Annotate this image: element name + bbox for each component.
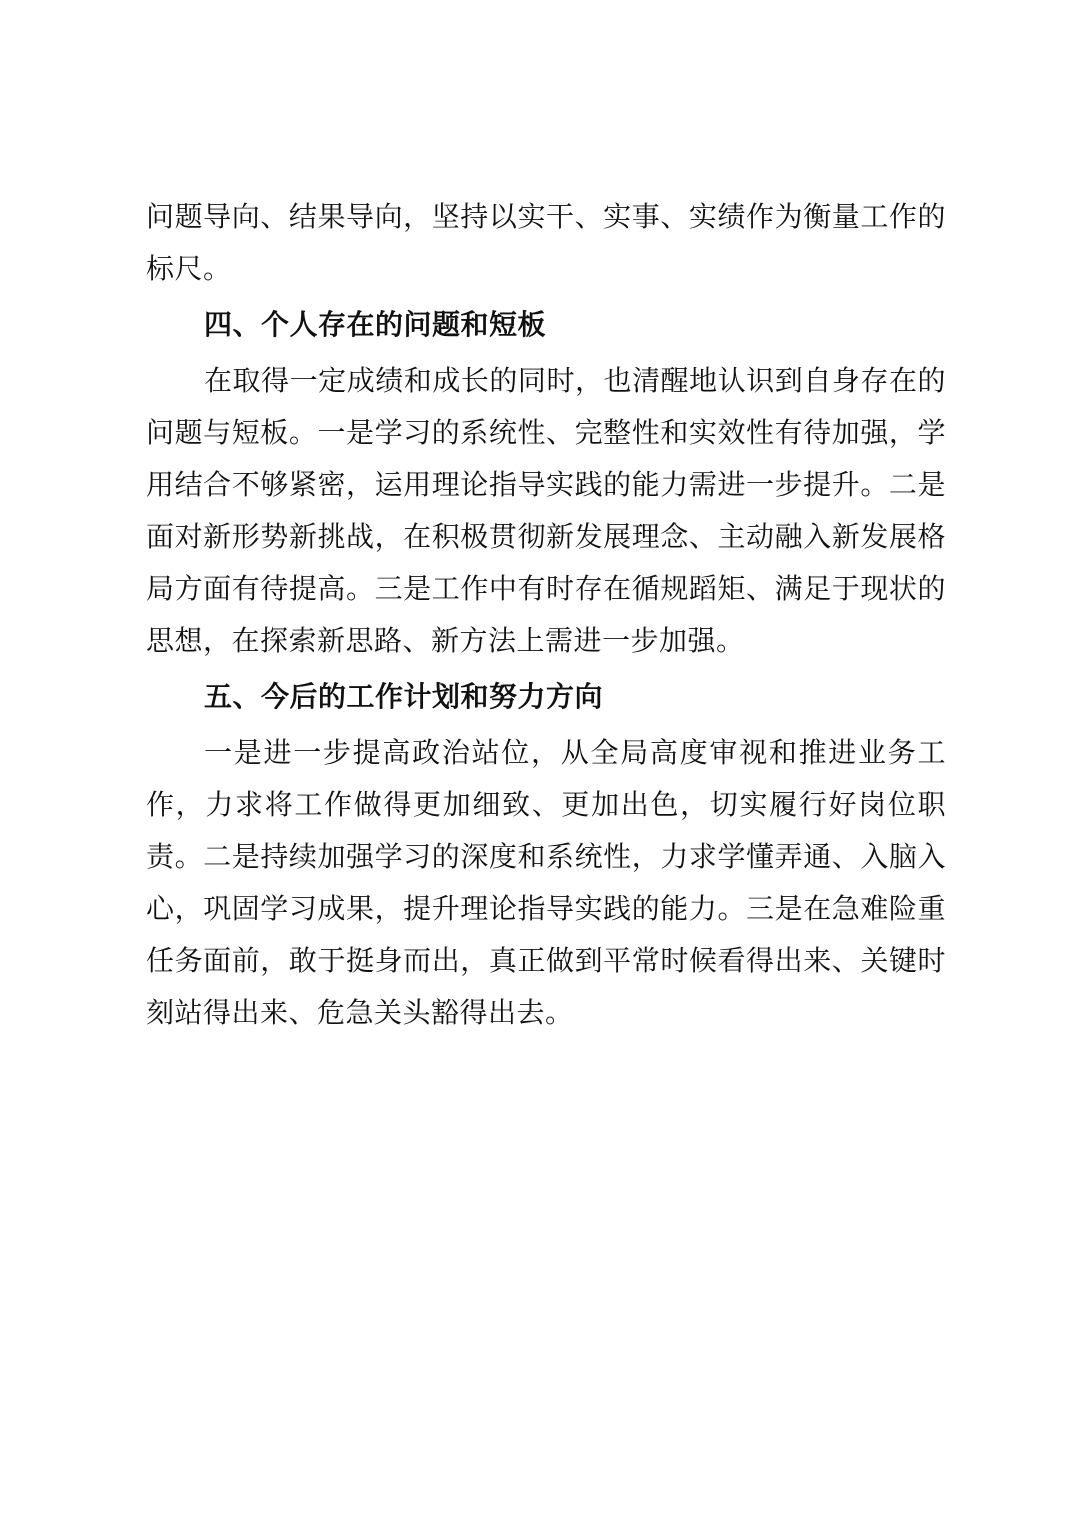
section-4-lead-1: 一是 [317,416,375,449]
section-4-lead-3: 三是 [374,572,432,605]
section-4-text-2: 面对新形势新挑战，在积极贯彻新发展理念、主动融入新发展格局方面有待提高。 [146,520,946,605]
document-body [146,191,946,1039]
section-5-text-2: 持续加强学习的深度和系统性，力求学懂弄通、入脑入心，巩固学习成果，提升理论指导实践的能力。 [146,840,946,925]
section-5-lead-2: 二是 [203,840,261,873]
section-5-paragraph [146,727,946,1039]
section-4-text-3: 工作中有时存在循规蹈矩、满足于现状的思想，在探索新思路、新方法上需进一步加强。 [146,572,946,657]
section-4-paragraph [146,355,946,667]
section-4-heading: 四、个人存在的问题和短板 [204,308,547,341]
section-4-text-1: 学习的系统性、完整性和实效性有待加强，学用结合不够紧密，运用理论指导实践的能力需进一步提升。 [146,416,946,501]
continuation-paragraph [146,191,946,295]
section-4-intro: 在取得一定成绩和成长的同时，也清醒地认识到自身存在的问题与短板。 [146,364,946,449]
section-5-heading: 五、今后的工作计划和努力方向 [204,680,604,713]
section-5-lead-3: 三是 [746,892,804,925]
section-5-text-3: 在急难险重任务面前，敢于挺身而出，真正做到平常时候看得出来、关键时刻站得出来、危急关头豁得出去。 [146,892,946,1029]
section-4-lead-2: 二是 [888,468,946,501]
continuation-text: 问题导向、结果导向，坚持以实干、实事、实绩作为衡量工作的标尺。 [146,200,946,285]
section-5-text-1: 进一步提高政治站位，从全局高度审视和推进业务工作，力求将工作做得更加细致、更加出色，切实履行好岗位职责。 [146,736,946,873]
section-5-lead-1: 一是 [204,736,264,769]
